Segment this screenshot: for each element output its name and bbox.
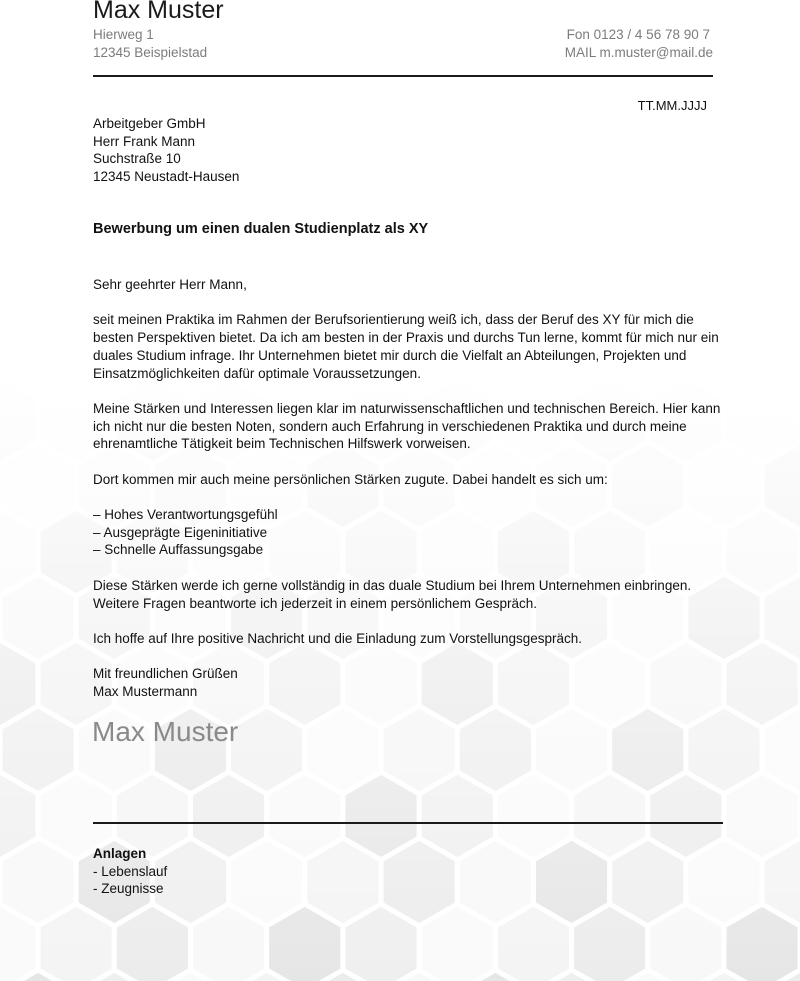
salutation: Sehr geehrter Herr Mann, (93, 277, 247, 292)
attachment-item: - Zeugnisse (93, 881, 164, 897)
recipient-person: Herr Frank Mann (93, 133, 196, 149)
letter-date: TT.MM.JJJJ (637, 98, 707, 113)
closing-block (93, 665, 723, 700)
attachments (93, 845, 167, 898)
recipient-address (93, 115, 239, 185)
sender-street: Hierweg 1 (93, 27, 154, 42)
attachments-heading: Anlagen (93, 846, 147, 861)
recipient-street: Suchstraße 10 (93, 151, 181, 166)
body-paragraph: Dort kommen mir auch meine persönlichen Stärken zugute. Dabei handelt es sich um: (93, 471, 608, 487)
sender-city: 12345 Beispielstad (93, 45, 208, 60)
header-divider (93, 75, 713, 77)
letter-subject: Bewerbung um einen dualen Studienplatz als XY (93, 221, 429, 237)
footer-divider (93, 822, 723, 824)
sender-mail: MAIL m.muster@mail.de (564, 45, 713, 60)
body-paragraph: Meine Stärken und Interessen liegen klar im naturwissenschaftlichen und technischen Bereich. Hier kann ich nicht nur die besten Noten, sondern auch Erfahrung in verschiedenen Praktika und durch meine ehrenamtliche Tätigkeit beim Technischen Hilfswerk vorweisen. (93, 400, 721, 452)
strength-item: – Ausgeprägte Eigeninitiative (93, 524, 268, 540)
recipient-company: Arbeitgeber GmbH (93, 116, 206, 131)
greeting: Mit freundlichen Grüßen (93, 666, 238, 682)
recipient-city: 12345 Neustadt-Hausen (93, 168, 240, 184)
body-paragraph: Diese Stärken werde ich gerne vollständig in das duale Studium bei Ihrem Unternehmen einbringen. Weitere Fragen beantworte ich jederzeit in einem persönlichem Gespräch. (93, 577, 692, 611)
sender-phone: Fon 0123 / 4 56 78 90 7 (566, 27, 710, 42)
strength-item: – Schnelle Auffassungsgabe (93, 542, 264, 558)
body-paragraph: Ich hoffe auf Ihre positive Nachricht und die Einladung zum Vorstellungsgespräch. (93, 630, 583, 646)
full-name: Max Mustermann (93, 684, 198, 700)
letter-body (93, 276, 723, 701)
body-paragraph: seit meinen Praktika im Rahmen der Berufsorientierung weiß ich, dass der Beruf des XY für mich die besten Perspektiven bietet. Da ich am besten in der Praxis und durchs Tun lerne, kommt für mich nur ein duales Studium infrage. Ihr Unternehmen bietet mir durch die Vielfalt an Abteilungen, Projekten und Einsatzmöglichkeiten dafür optimale Voraussetzungen. (93, 312, 719, 381)
attachment-item: - Lebenslauf (93, 863, 168, 879)
strengths-list (93, 506, 723, 559)
signature: Max Muster (92, 716, 239, 747)
sender-name: Max Muster (93, 0, 224, 24)
strength-item: – Hohes Verantwortungsgefühl (93, 507, 278, 523)
